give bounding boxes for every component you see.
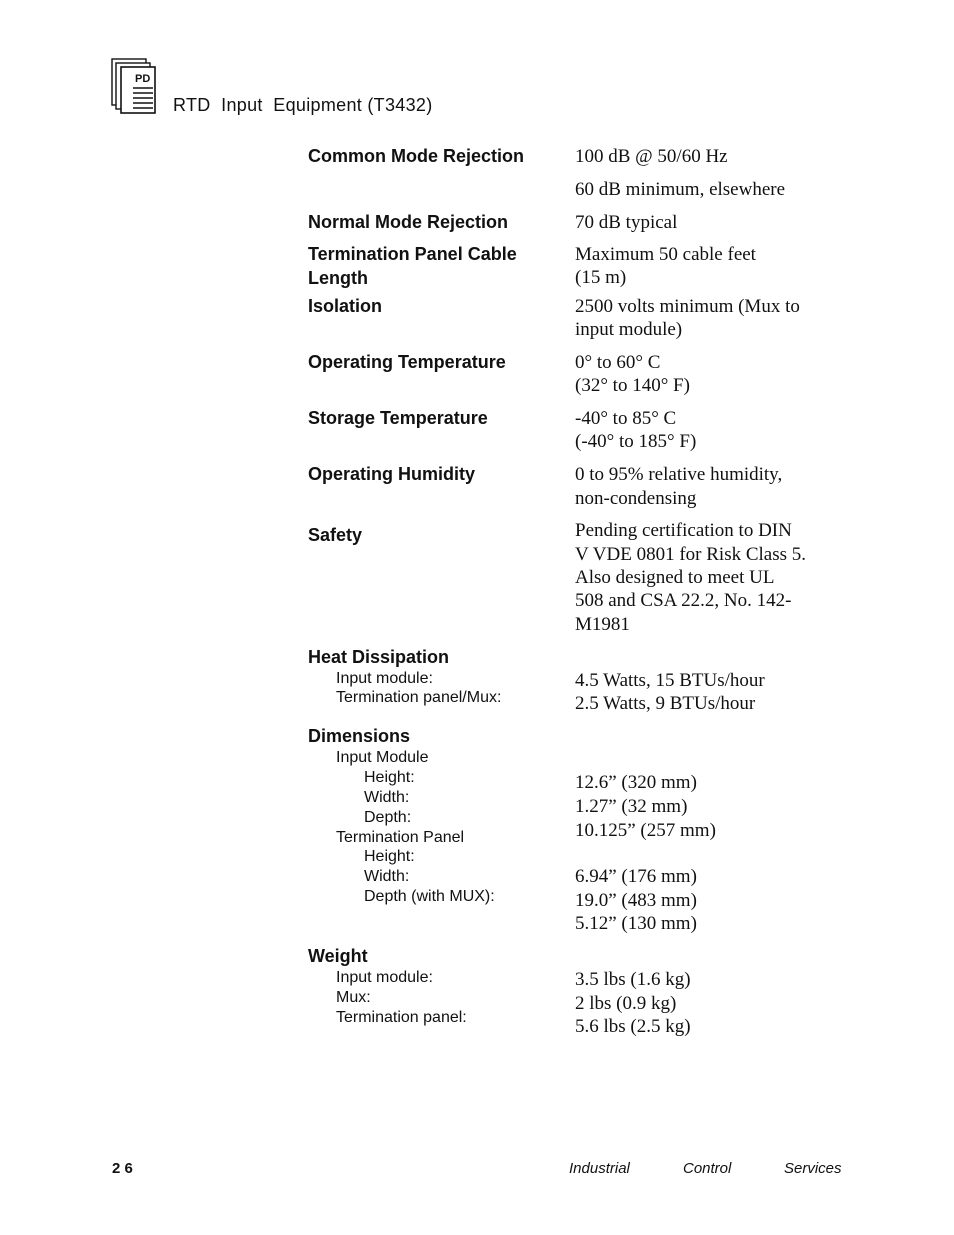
spec-value: (15 m) <box>575 267 627 288</box>
spec-value: 2 lbs (0.9 kg) <box>575 993 677 1014</box>
spec-label-termination-cable-length-cont: Length <box>308 268 368 288</box>
spec-label-common-mode-rejection: Common Mode Rejection <box>308 146 525 166</box>
spec-label-normal-mode-rejection: Normal Mode Rejection <box>308 212 509 232</box>
spec-value: (-40° to 185° F) <box>575 431 697 452</box>
spec-value: 6.94” (176 mm) <box>575 866 697 887</box>
spec-label-dimensions: Dimensions <box>308 726 411 746</box>
spec-value: 4.5 Watts, 15 BTUs/hour <box>575 670 765 691</box>
spec-sublabel: Input module: <box>336 670 433 687</box>
spec-sublabel: Input module: <box>336 969 433 986</box>
spec-value: Also designed to meet UL <box>575 567 775 588</box>
spec-value: -40° to 85° C <box>575 408 677 429</box>
spec-value: 70 dB typical <box>575 212 678 233</box>
spec-label-safety: Safety <box>308 525 363 545</box>
spec-value: non-condensing <box>575 488 697 509</box>
spec-value: 19.0” (483 mm) <box>575 890 697 911</box>
spec-value: 1.27” (32 mm) <box>575 796 688 817</box>
spec-value: Pending certification to DIN <box>575 520 792 541</box>
spec-value: input module) <box>575 319 683 340</box>
spec-label-termination-cable-length: Termination Panel Cable <box>308 244 517 264</box>
document-stack-logo-icon <box>111 58 157 114</box>
spec-label-weight: Weight <box>308 946 368 966</box>
spec-label-operating-temperature: Operating Temperature <box>308 352 506 372</box>
spec-value: 5.12” (130 mm) <box>575 913 697 934</box>
spec-sublabel: Input Module <box>336 749 429 766</box>
spec-sublabel: Termination panel: <box>336 1009 467 1026</box>
spec-label-heat-dissipation: Heat Dissipation <box>308 647 450 667</box>
spec-value: 60 dB minimum, elsewhere <box>575 179 786 200</box>
spec-label-operating-humidity: Operating Humidity <box>308 464 476 484</box>
spec-sublabel: Depth (with MUX): <box>364 888 495 905</box>
footer-word: Services <box>784 1160 842 1177</box>
spec-sublabel: Depth: <box>364 809 412 826</box>
running-header-title: RTD Input Equipment (T3432) <box>173 95 433 115</box>
spec-sublabel: Mux: <box>336 989 371 1006</box>
spec-value: 2.5 Watts, 9 BTUs/hour <box>575 693 756 714</box>
logo-text: PD <box>135 73 151 85</box>
spec-value: 508 and CSA 22.2, No. 142- <box>575 590 792 611</box>
footer-word: Industrial <box>569 1160 630 1177</box>
spec-value: 12.6” (320 mm) <box>575 772 697 793</box>
spec-value: (32° to 140° F) <box>575 375 690 396</box>
spec-value: M1981 <box>575 614 630 635</box>
page-number: 2 6 <box>112 1160 133 1177</box>
spec-value: 100 dB @ 50/60 Hz <box>575 146 728 167</box>
spec-value: Maximum 50 cable feet <box>575 244 756 265</box>
spec-value: 3.5 lbs (1.6 kg) <box>575 969 691 990</box>
footer-word: Control <box>683 1160 732 1177</box>
spec-sublabel: Width: <box>364 868 410 885</box>
spec-value: 5.6 lbs (2.5 kg) <box>575 1016 691 1037</box>
spec-value: 2500 volts minimum (Mux to <box>575 296 800 317</box>
spec-value: V VDE 0801 for Risk Class 5. <box>575 544 807 565</box>
spec-label-storage-temperature: Storage Temperature <box>308 408 488 428</box>
spec-sublabel: Termination Panel <box>336 829 465 846</box>
spec-value: 10.125” (257 mm) <box>575 820 716 841</box>
spec-sublabel: Width: <box>364 789 410 806</box>
spec-label-isolation: Isolation <box>308 296 383 316</box>
spec-value: 0° to 60° C <box>575 352 661 373</box>
spec-sublabel: Height: <box>364 848 415 865</box>
spec-value: 0 to 95% relative humidity, <box>575 464 783 485</box>
spec-sublabel: Height: <box>364 769 415 786</box>
spec-sublabel: Termination panel/Mux: <box>336 689 502 706</box>
